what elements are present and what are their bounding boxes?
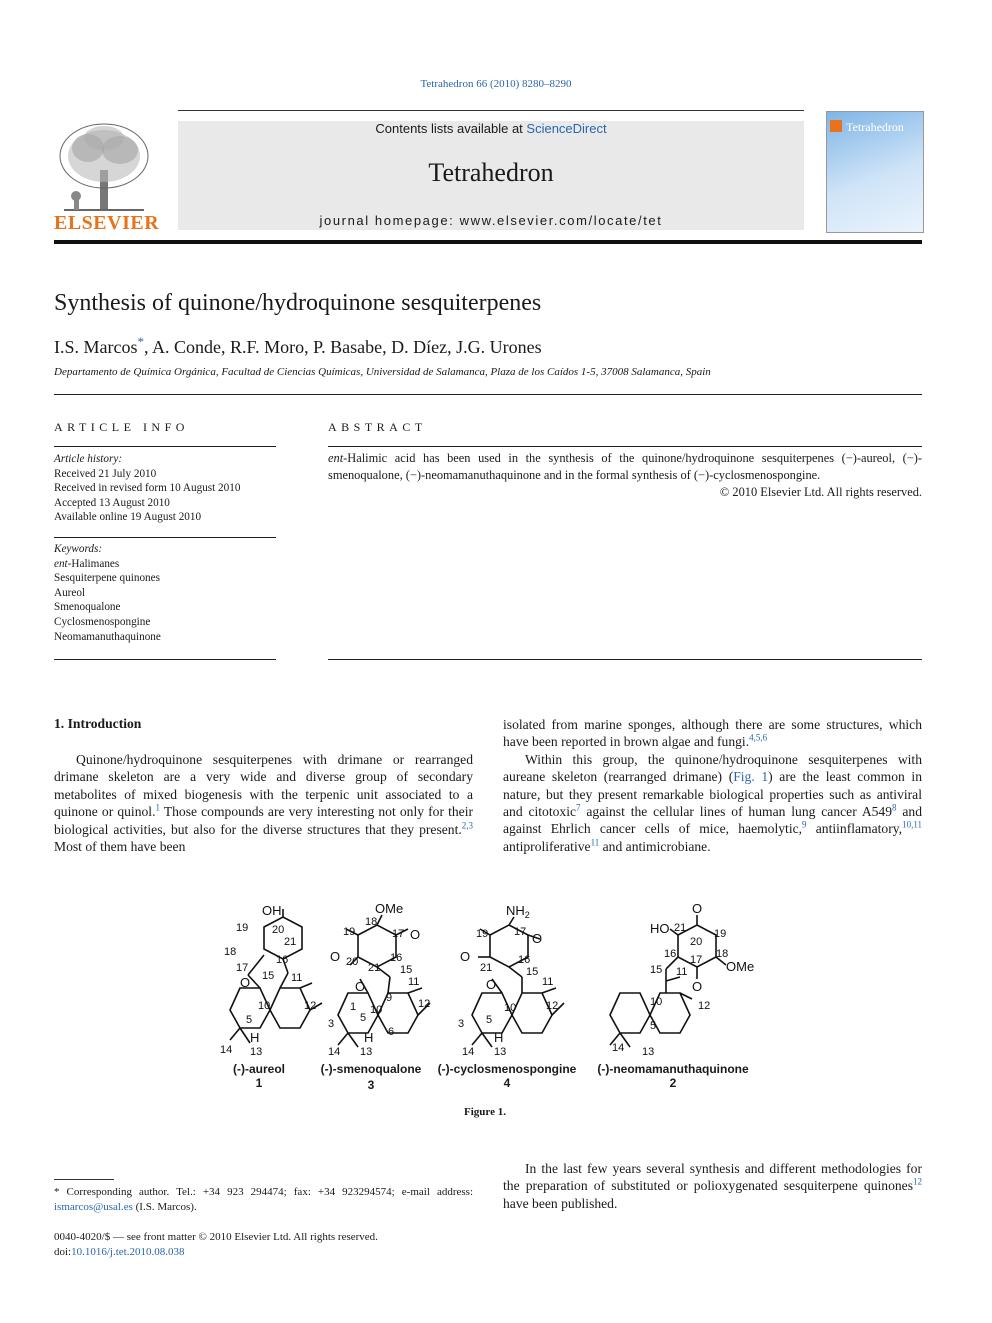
- text-run: In the last few years several synthesis and different methodologies for the preparation of substituted or polioxygenated sesquiterpene quinones: [503, 1161, 922, 1194]
- reference-link[interactable]: 11: [590, 837, 600, 848]
- atom-number: 10: [370, 1004, 383, 1016]
- keyword-item: Cyclosmenospongine: [54, 615, 151, 628]
- contents-prefix: Contents lists available at: [375, 121, 527, 136]
- compound-number: 2: [669, 1076, 677, 1090]
- atom-number: 19: [236, 922, 249, 934]
- atom-number: 17: [514, 926, 527, 938]
- intro-paragraph-4: [503, 1160, 922, 1212]
- atom-number: 17: [236, 962, 249, 974]
- atom-label: O: [355, 979, 366, 994]
- atom-number: 5: [360, 1012, 367, 1024]
- header-top-rule: [178, 110, 804, 111]
- abstract-text: [328, 450, 922, 484]
- atom-label: O: [486, 977, 497, 992]
- journal-homepage[interactable]: journal homepage: www.elsevier.com/locate/tet: [319, 213, 663, 228]
- atom-number: 14: [612, 1042, 625, 1054]
- intro-paragraph-1: [54, 751, 473, 855]
- atom-label: OH: [262, 903, 282, 918]
- affiliation-rule: [54, 394, 922, 395]
- atom-number: 20: [346, 956, 359, 968]
- atom-label: H: [364, 1030, 374, 1045]
- author-name[interactable]: D. Díez: [391, 337, 448, 357]
- keyword-item: Aureol: [54, 586, 86, 599]
- section-heading-introduction: 1. Introduction: [54, 716, 142, 731]
- atom-number: 11: [542, 976, 554, 988]
- atom-label: O: [692, 901, 703, 916]
- atom-label: O: [532, 931, 543, 946]
- atom-number: 20: [690, 936, 703, 948]
- figure-caption: Figure 1.: [464, 1106, 506, 1118]
- front-matter: [54, 1230, 378, 1260]
- text-run: Within this group, the quinone/hydroquinone sesquiterpenes with aureane skeleton (rearranged drimane) (: [503, 751, 922, 785]
- atom-number: 13: [250, 1046, 263, 1058]
- abstract-heading: ABSTRACT: [328, 420, 427, 434]
- keyword-item: Smenoqualone: [54, 601, 121, 614]
- atom-number: 10: [504, 1002, 517, 1014]
- atom-number: 15: [650, 964, 663, 976]
- reference-link[interactable]: 12: [913, 1176, 922, 1187]
- reference-link[interactable]: 10,11: [902, 819, 922, 830]
- journal-citation[interactable]: Tetrahedron 66 (2010) 8280–8290: [420, 78, 572, 90]
- author-name[interactable]: J.G. Urones: [456, 337, 542, 357]
- atom-number: 12: [546, 1000, 559, 1012]
- compound-label-smenoqualone: [314, 1062, 428, 1092]
- author-name[interactable]: A. Conde: [152, 337, 222, 357]
- atom-label: O: [330, 949, 341, 964]
- atom-number: 9: [386, 992, 393, 1004]
- corresponding-author-footnote: [54, 1185, 473, 1215]
- atom-number: 6: [388, 1026, 395, 1038]
- structure-smenoqualone: [328, 901, 430, 1058]
- atom-label: [506, 903, 530, 920]
- structure-cyclosmenospongine: [458, 903, 564, 1058]
- reference-link[interactable]: 9: [802, 819, 807, 830]
- atom-number: 5: [486, 1014, 493, 1026]
- atom-number: 16: [664, 948, 677, 960]
- keywords-list: [54, 542, 161, 644]
- compound-label-neomamanuthaquinone: [586, 1062, 760, 1090]
- compound-name: (-)-cyclosmenospongine: [437, 1062, 577, 1076]
- keyword-rest: -Halimanes: [67, 557, 120, 570]
- atom-number: 19: [476, 928, 489, 940]
- author-name[interactable]: I.S. Marcos: [54, 337, 138, 357]
- atom-label: H: [494, 1030, 504, 1045]
- text-run: antiinflamatory,: [806, 821, 903, 837]
- atom-label: O: [410, 927, 421, 942]
- atom-number: 21: [674, 922, 687, 934]
- compound-name: (-)-neomamanuthaquinone: [597, 1062, 749, 1076]
- atom-number: 14: [328, 1046, 341, 1058]
- atom-number: 19: [714, 928, 727, 940]
- history-item: Received 21 July 2010: [54, 467, 157, 480]
- atom-number: 11: [676, 966, 688, 978]
- atom-number: 1: [350, 1001, 357, 1013]
- email-link[interactable]: ismarcos@usal.es: [54, 1201, 133, 1213]
- issn-line: 0040-4020/$ — see front matter © 2010 Elsevier Ltd. All rights reserved.: [54, 1231, 378, 1243]
- structure-neomamanuthaquinone: [610, 901, 754, 1058]
- structure-aureol: [220, 903, 322, 1058]
- journal-cover-image[interactable]: [826, 111, 924, 233]
- atom-number: 16: [276, 954, 289, 966]
- atom-label: H: [250, 1030, 260, 1045]
- abstract-italic-prefix: ent: [328, 451, 344, 465]
- atom-number: 14: [462, 1046, 475, 1058]
- atom-number: 13: [494, 1046, 507, 1058]
- keyword-item: Sesquiterpene quinones: [54, 572, 160, 585]
- keywords-label: Keywords:: [54, 543, 103, 555]
- text-run: Most of them have been: [54, 839, 186, 855]
- text-run: Those compounds are very interesting not only for their biological activities, but also for the diverse structures that they present.: [54, 804, 473, 837]
- atom-label: OMe: [375, 901, 404, 916]
- article-info-heading: ARTICLE INFO: [54, 420, 189, 434]
- contents-line: [178, 121, 804, 136]
- atom-label: O: [692, 979, 703, 994]
- atom-number: 18: [716, 948, 729, 960]
- atom-number: 21: [480, 962, 493, 974]
- journal-name: Tetrahedron: [428, 158, 554, 187]
- atom-number: 17: [690, 954, 703, 966]
- text-run: antiproliferative: [503, 838, 591, 854]
- atom-number: 16: [518, 954, 531, 966]
- elsevier-logo-text[interactable]: ELSEVIER: [54, 212, 160, 234]
- figure-link[interactable]: Fig. 1: [733, 769, 769, 785]
- corresponding-author-mark[interactable]: *: [137, 334, 144, 349]
- doi-label: doi:: [54, 1246, 72, 1258]
- article-title: Synthesis of quinone/hydroquinone sesquiterpenes: [54, 290, 542, 316]
- atom-number: 12: [418, 998, 431, 1010]
- reference-link[interactable]: 2,3: [461, 820, 473, 831]
- keywords-rule: [54, 537, 276, 538]
- atom-number: 10: [650, 996, 663, 1008]
- footnote-text: * Corresponding author. Tel.: +34 923 294474; fax: +34 923294574; e-mail address:: [54, 1186, 473, 1198]
- atom-number: 12: [304, 1000, 317, 1012]
- atom-number: 14: [220, 1044, 233, 1056]
- atom-label: HO: [650, 921, 670, 936]
- atom-number: 21: [368, 962, 381, 974]
- atom-label: OMe: [726, 959, 755, 974]
- atom-number: 18: [224, 946, 237, 958]
- keyword-italic-prefix: ent: [54, 557, 68, 570]
- reference-link[interactable]: 4,5,6: [749, 732, 768, 743]
- reference-link[interactable]: 7: [576, 802, 581, 813]
- keyword-item: [54, 557, 161, 572]
- compound-label-cyclosmenospongine: [428, 1062, 586, 1090]
- doi-link[interactable]: 10.1016/j.tet.2010.08.038: [71, 1246, 185, 1258]
- compound-number: 3: [367, 1078, 375, 1092]
- atom-number: 15: [400, 964, 413, 976]
- doi-line: [54, 1245, 378, 1260]
- atom-number: 17: [392, 928, 405, 940]
- text-run: ) are the least common in nature, but they present remarkable biological properties such as antiviral and citotoxic: [503, 769, 923, 820]
- atom-number: 12: [698, 1000, 711, 1012]
- atom-number: 15: [262, 970, 275, 982]
- reference-link[interactable]: 1: [155, 802, 160, 813]
- atom-number: 18: [365, 916, 378, 928]
- history-item: Received in revised form 10 August 2010: [54, 482, 241, 495]
- atom-number: 10: [258, 1000, 271, 1012]
- text-run: Quinone/hydroquinone sesquiterpenes with drimane or rearranged drimane skeleton are a very wide and diverse group of secondary metabolites of mixed biogenesis with the terpenic unit associated to a quinone or quinol.: [54, 752, 473, 820]
- atom-number: 13: [642, 1046, 655, 1058]
- atom-label-text: NH: [506, 903, 525, 918]
- compound-name: (-)-smenoqualone: [320, 1062, 422, 1076]
- atom-number: 20: [272, 924, 285, 936]
- atom-label: O: [460, 949, 471, 964]
- atom-number: 19: [343, 926, 356, 938]
- affiliation: Departamento de Química Orgánica, Facultad de Ciencias Químicas, Universidad de Salamanca, Plaza de los Caídos 1-5, 37008 Salamanca, Spain: [54, 366, 711, 378]
- abstract-text-body: -Halimic acid has been used in the synthesis of the quinone/hydroquinone sesquiterpenes (−)-aureol, (−)-smenoqualone, (−)-neomamanuthaquinone and in the formal synthesis of (−)-cyclosmenospongine.: [328, 451, 922, 482]
- compound-number: 4: [503, 1076, 511, 1090]
- compound-name: (-)-aureol: [233, 1062, 285, 1076]
- atom-number: 11: [291, 972, 303, 984]
- atom-number: 16: [390, 952, 403, 964]
- cover-title: Tetrahedron: [846, 120, 904, 134]
- compound-label-aureol: [214, 1062, 304, 1090]
- reference-link[interactable]: 8: [892, 802, 897, 813]
- article-info-rule: [54, 446, 276, 447]
- atom-number: 11: [408, 976, 420, 988]
- history-item: Accepted 13 August 2010: [54, 496, 170, 509]
- atom-number: 5: [650, 1020, 657, 1032]
- abstract-rule: [328, 446, 922, 447]
- author-name[interactable]: P. Basabe: [313, 337, 383, 357]
- text-run: and against Ehrlich cancer cells of mice, haemolytic,: [503, 804, 922, 837]
- abstract-bottom-rule: [328, 659, 922, 660]
- footnote-rule: [54, 1179, 114, 1180]
- abstract-body: [328, 450, 922, 501]
- author-name[interactable]: R.F. Moro: [230, 337, 305, 357]
- history-label: Article history:: [54, 453, 123, 465]
- atom-number: 21: [284, 936, 297, 948]
- article-info-bottom-rule: [54, 659, 276, 660]
- text-run: isolated from marine sponges, although there are some structures, which have been reported in brown algae and fungi.: [503, 717, 922, 750]
- intro-paragraph-2: [503, 716, 922, 855]
- atom-number: 15: [526, 966, 539, 978]
- compound-number: 1: [255, 1076, 263, 1090]
- header-divider: [54, 240, 922, 244]
- footnote-text: (I.S. Marcos).: [132, 1201, 197, 1213]
- abstract-copyright: © 2010 Elsevier Ltd. All rights reserved.: [719, 485, 922, 499]
- atom-number: 3: [458, 1018, 465, 1030]
- elsevier-tree-logo: [54, 118, 154, 214]
- atom-label: O: [240, 975, 251, 990]
- text-run: against the cellular lines of human lung cancer A549: [580, 804, 893, 820]
- text-run: have been published.: [503, 1195, 618, 1211]
- article-history: [54, 452, 240, 525]
- sciencedirect-link[interactable]: ScienceDirect: [526, 121, 607, 136]
- text-run: and antimicrobiane.: [599, 838, 711, 854]
- author-list: I.S. Marcos*, A. Conde, R.F. Moro, P. Basabe, D. Díez, J.G. Urones: [54, 334, 542, 357]
- atom-number: 5: [246, 1014, 253, 1026]
- atom-number: 13: [360, 1046, 373, 1058]
- keyword-item: Neomamanuthaquinone: [54, 630, 161, 643]
- history-item: Available online 19 August 2010: [54, 511, 202, 524]
- atom-label-subscript: 2: [524, 910, 530, 920]
- atom-number: 3: [328, 1018, 335, 1030]
